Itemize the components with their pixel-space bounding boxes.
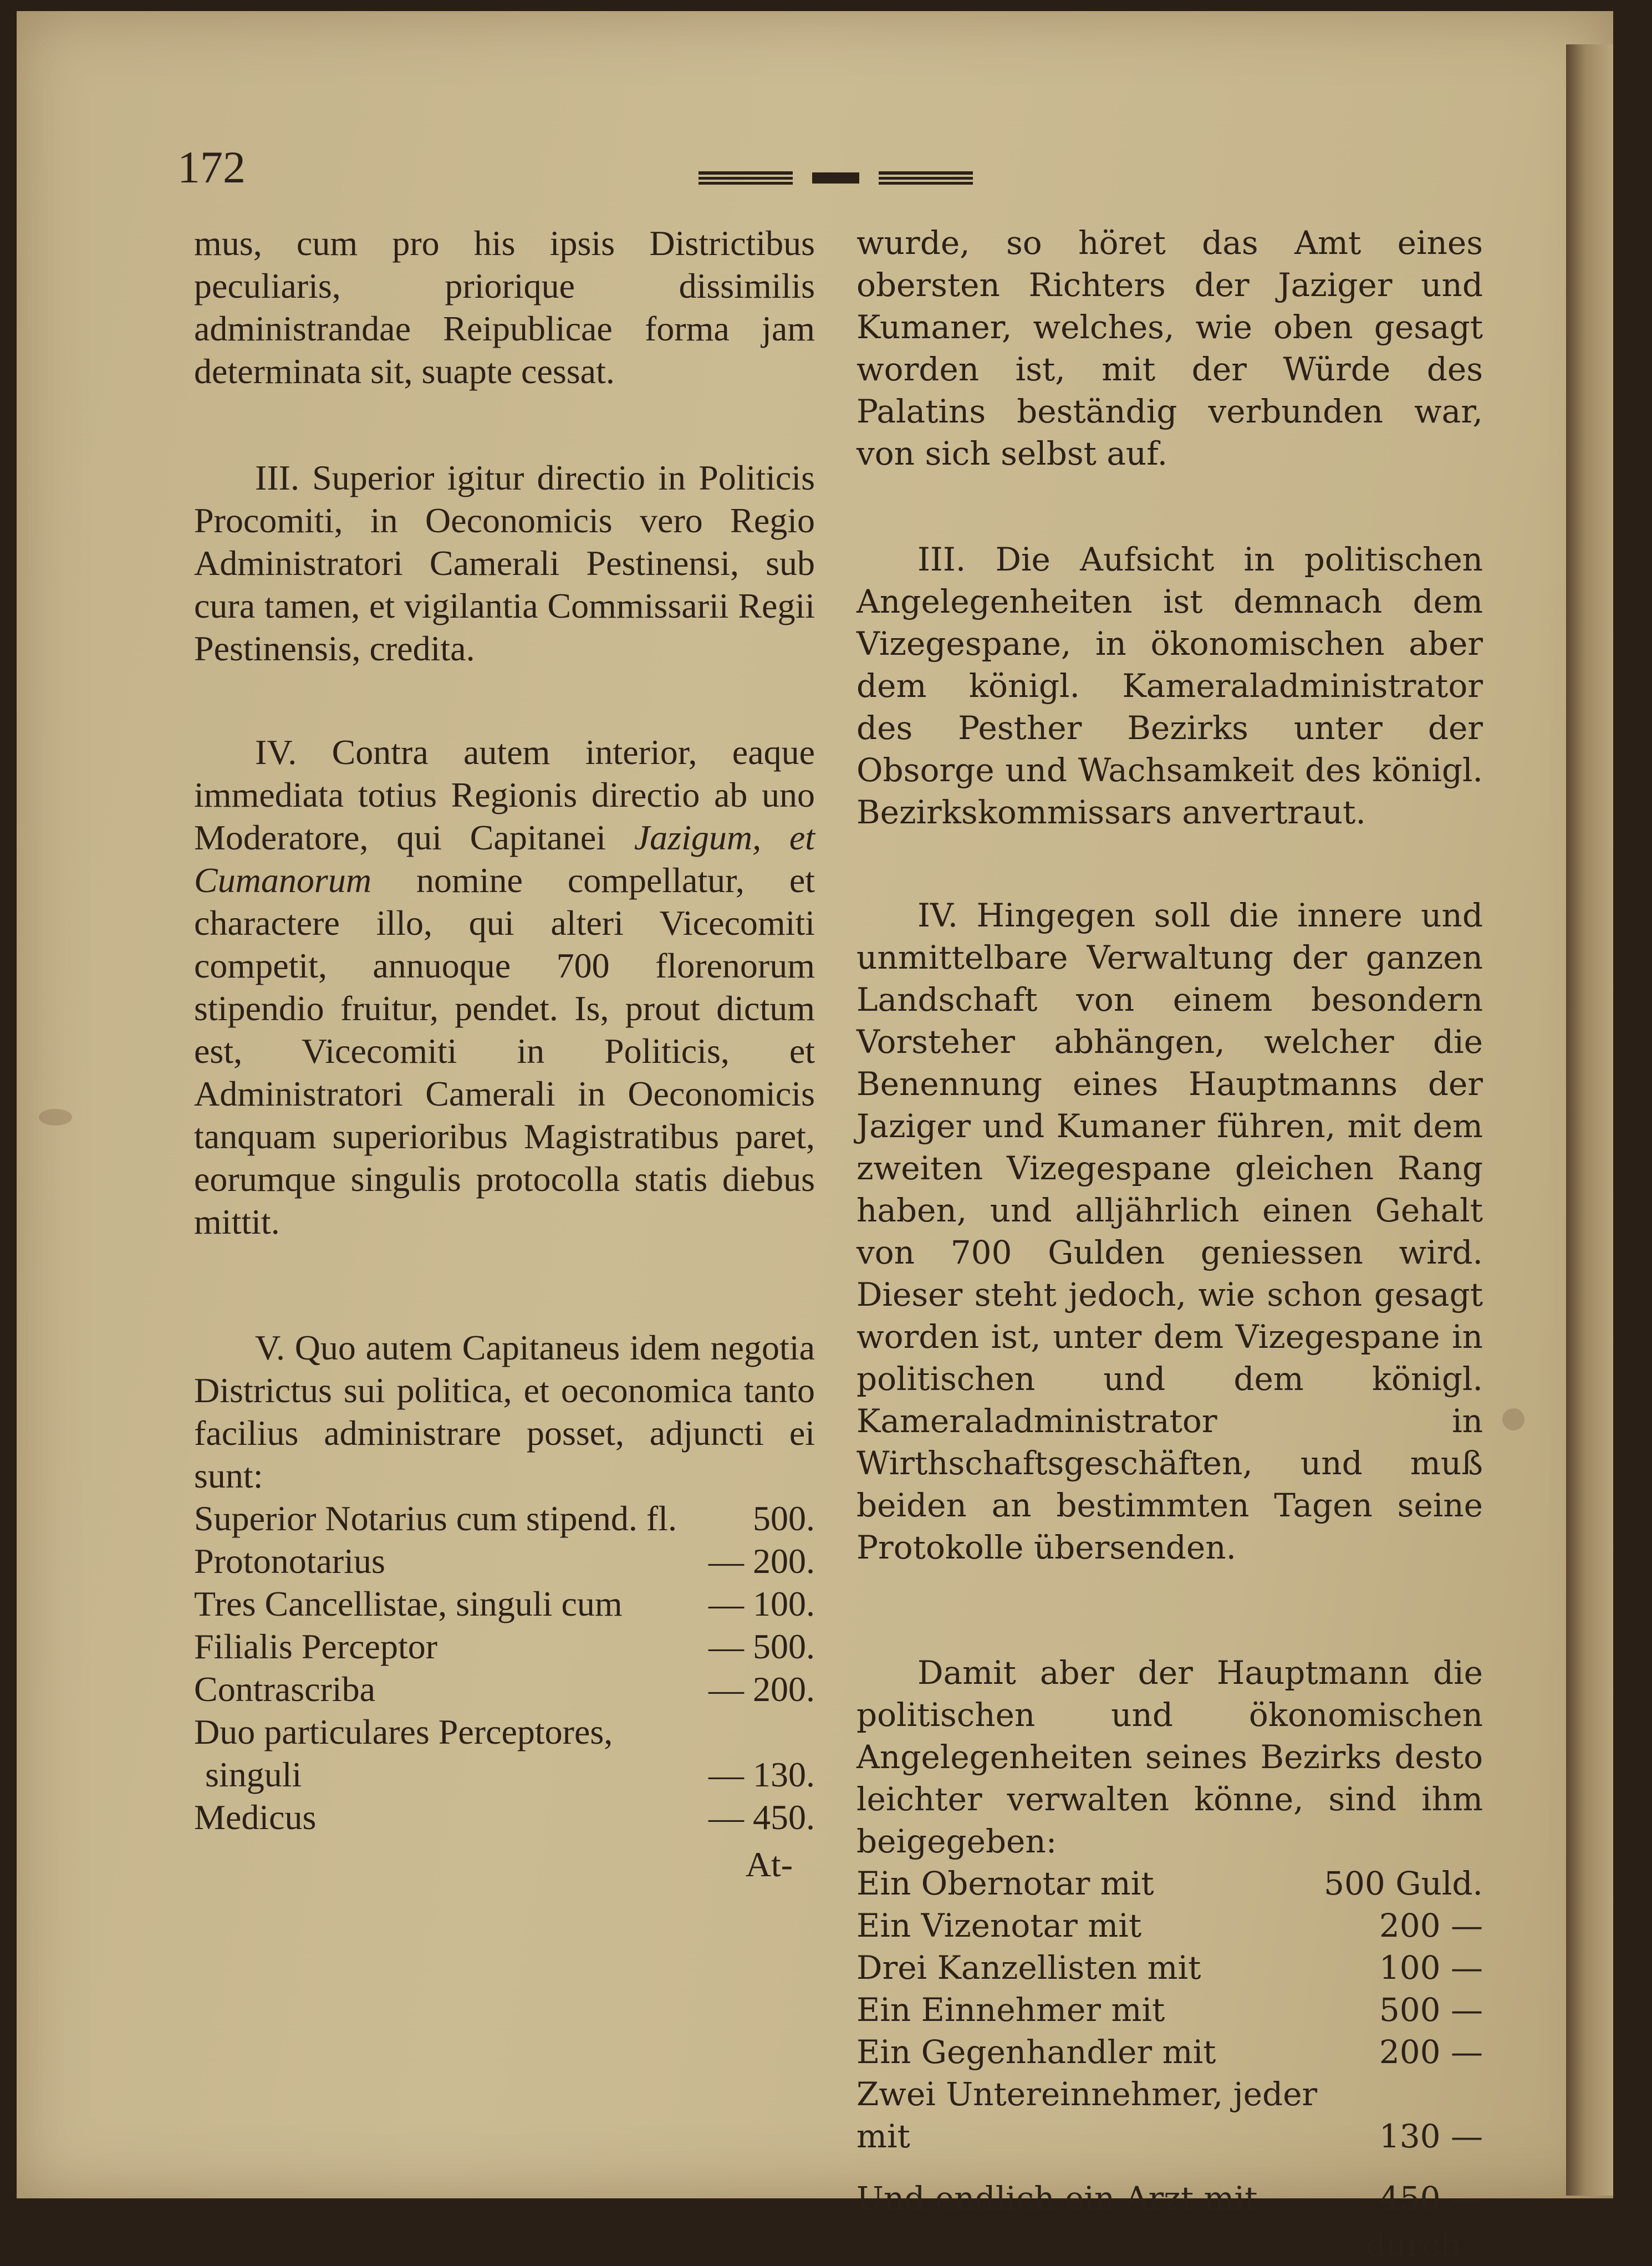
staff-amount: 500 Guld. bbox=[1324, 1865, 1483, 1902]
table-row bbox=[194, 1668, 815, 1710]
staff-amount: — 200. bbox=[708, 1669, 815, 1709]
staff-amount: — 200. bbox=[708, 1541, 815, 1581]
german-staff-table bbox=[856, 1862, 1483, 2219]
staff-role: Protonotarius bbox=[194, 1541, 385, 1581]
staff-role: Ein Einnehmer mit bbox=[856, 1991, 1165, 2029]
staff-role: Und endlich ein Arzt mit bbox=[856, 2180, 1258, 2217]
table-row bbox=[856, 2031, 1483, 2073]
ink-spot bbox=[39, 1109, 72, 1126]
latin-para-IV-b: nomine compellatur, et charactere illo, qui alteri Vicecomiti competit, annuoque 700 florenorum stipendio fruitur, pendet. Is, prout dictum est, Vicecomiti in Politicis, et Administratori Camerali in Oeconomicis tanquam superioribus Magistratibus paret, eorumque singulis protocolla statis diebus mittit. bbox=[194, 860, 815, 1241]
latin-para-IV-a: IV. Contra autem interior, eaque immediata totius Regionis directio ab uno Moderatore, qui Capitanei bbox=[194, 732, 815, 857]
table-row bbox=[856, 1947, 1483, 1989]
latin-column bbox=[194, 222, 815, 1886]
table-row bbox=[856, 2073, 1483, 2157]
staff-role: Zwei Untereinnehmer, jeder mit bbox=[856, 2075, 1318, 2155]
staff-role: Contrascriba bbox=[194, 1669, 375, 1709]
table-row bbox=[194, 1540, 815, 1582]
german-para-IV: IV. Hingegen soll die innere und unmittelbare Verwaltung der ganzen Landschaft von einem besondern Vorsteher abhängen, welcher die Benennung eines Hauptmanns der Jaziger und Kumaner führen, mit dem zweiten Vizegespane gleichen Rang haben, und alljährlich einen Gehalt von 700 Gulden geniessen wird. Dieser steht jedoch, wie schon gesagt worden ist, unter dem Vizegespane in politischen und dem königl. Kameraladministrator in Wirthschaftsgeschäften, und muß beiden an bestimmten Tagen seine Protokolle übersenden. bbox=[856, 897, 1483, 1566]
latin-para-IV-italic: Jazigum, et Cumanorum bbox=[194, 818, 815, 900]
adjacent-page-edge bbox=[1566, 44, 1613, 2196]
latin-para-III: III. Superior igitur directio in Politicis Procomiti, in Oeconomicis vero Regio Administratori Camerali Pestinensi, sub cura tamen, et vigilantia Commissarii Regii Pestinensis, credita. bbox=[194, 458, 815, 668]
staff-amount: — 500. bbox=[708, 1627, 815, 1666]
table-row bbox=[856, 2157, 1483, 2219]
table-row bbox=[194, 1753, 815, 1796]
staff-amount: — 130. bbox=[708, 1755, 815, 1794]
staff-amount bbox=[703, 1710, 815, 1753]
german-column bbox=[856, 222, 1483, 2266]
page-number: 172 bbox=[177, 142, 246, 192]
german-para-V: Damit aber der Hauptmann die politischen und ökonomischen Angelegenheiten seines Bezirks desto leichter verwalten könne, sind ihm beigegeben: bbox=[856, 1654, 1483, 1860]
staff-amount: 200 — bbox=[1379, 1907, 1483, 1944]
table-row bbox=[194, 1796, 815, 1839]
staff-role: Ein Gegenhandler mit bbox=[856, 2033, 1216, 2071]
german-para-continuation: wurde, so höret das Amt eines obersten Richters der Jaziger und Kumaner, welches, wie oben gesagt worden ist, mit der Würde des Palatins beständig verbunden war, von sich selbst auf. bbox=[856, 224, 1483, 472]
table-row bbox=[194, 1582, 815, 1625]
latin-para-V: V. Quo autem Capitaneus idem negotia Districtus sui politica, et oeconomica tanto facilius administrare posset, adjuncti ei sunt: bbox=[194, 1328, 815, 1495]
table-row bbox=[194, 1625, 815, 1668]
staff-amount: 450 — bbox=[1379, 2180, 1483, 2217]
staff-amount: — 450. bbox=[708, 1797, 815, 1837]
staff-role: Ein Vizenotar mit bbox=[856, 1907, 1142, 1944]
staff-role: Medicus bbox=[194, 1797, 317, 1837]
staff-role: Duo particulares Perceptores, bbox=[194, 1712, 613, 1751]
staff-amount: 500. bbox=[753, 1499, 815, 1538]
staff-role: Drei Kanzellisten mit bbox=[856, 1949, 1201, 1987]
german-para-III: III. Die Aufsicht in politischen Angelegenheiten ist demnach dem Vizegespane, in ökonomischen aber dem königl. Kameraladministrator des Pesther Bezirks unter der Obsorge und Wachsamkeit des königl. Bezirkskommissars anvertraut. bbox=[856, 541, 1483, 831]
catchword: durch bbox=[1365, 2226, 1461, 2264]
staff-amount: 200 — bbox=[1379, 2033, 1483, 2071]
latin-para-IV bbox=[194, 731, 815, 1243]
table-row bbox=[194, 1710, 815, 1753]
latin-staff-table bbox=[194, 1497, 815, 1839]
staff-role: Filialis Perceptor bbox=[194, 1627, 438, 1666]
staff-amount: 100 — bbox=[1379, 1949, 1483, 1987]
ink-spot bbox=[1502, 1408, 1524, 1430]
staff-role: singuli bbox=[205, 1755, 302, 1794]
header-ornament-icon bbox=[698, 168, 1009, 190]
staff-role: Tres Cancellistae, singuli cum bbox=[194, 1584, 623, 1623]
latin-para-continuation: mus, cum pro his ipsis Districtibus peculiaris, priorique dissimilis administrandae Reipublicae forma jam determinata sit, suapte cessat. bbox=[194, 223, 815, 391]
table-row bbox=[194, 1497, 815, 1540]
staff-amount: 130 — bbox=[1379, 2117, 1483, 2155]
catchword: At- bbox=[745, 1845, 793, 1884]
staff-amount: 500 — bbox=[1379, 1991, 1483, 2029]
table-row bbox=[856, 1989, 1483, 2031]
staff-role: Superior Notarius cum stipend. fl. bbox=[194, 1499, 677, 1538]
staff-role: Ein Obernotar mit bbox=[856, 1865, 1154, 1902]
table-row bbox=[856, 1862, 1483, 1905]
page-header bbox=[177, 141, 1508, 208]
staff-amount: — 100. bbox=[708, 1584, 815, 1623]
table-row bbox=[856, 1905, 1483, 1947]
